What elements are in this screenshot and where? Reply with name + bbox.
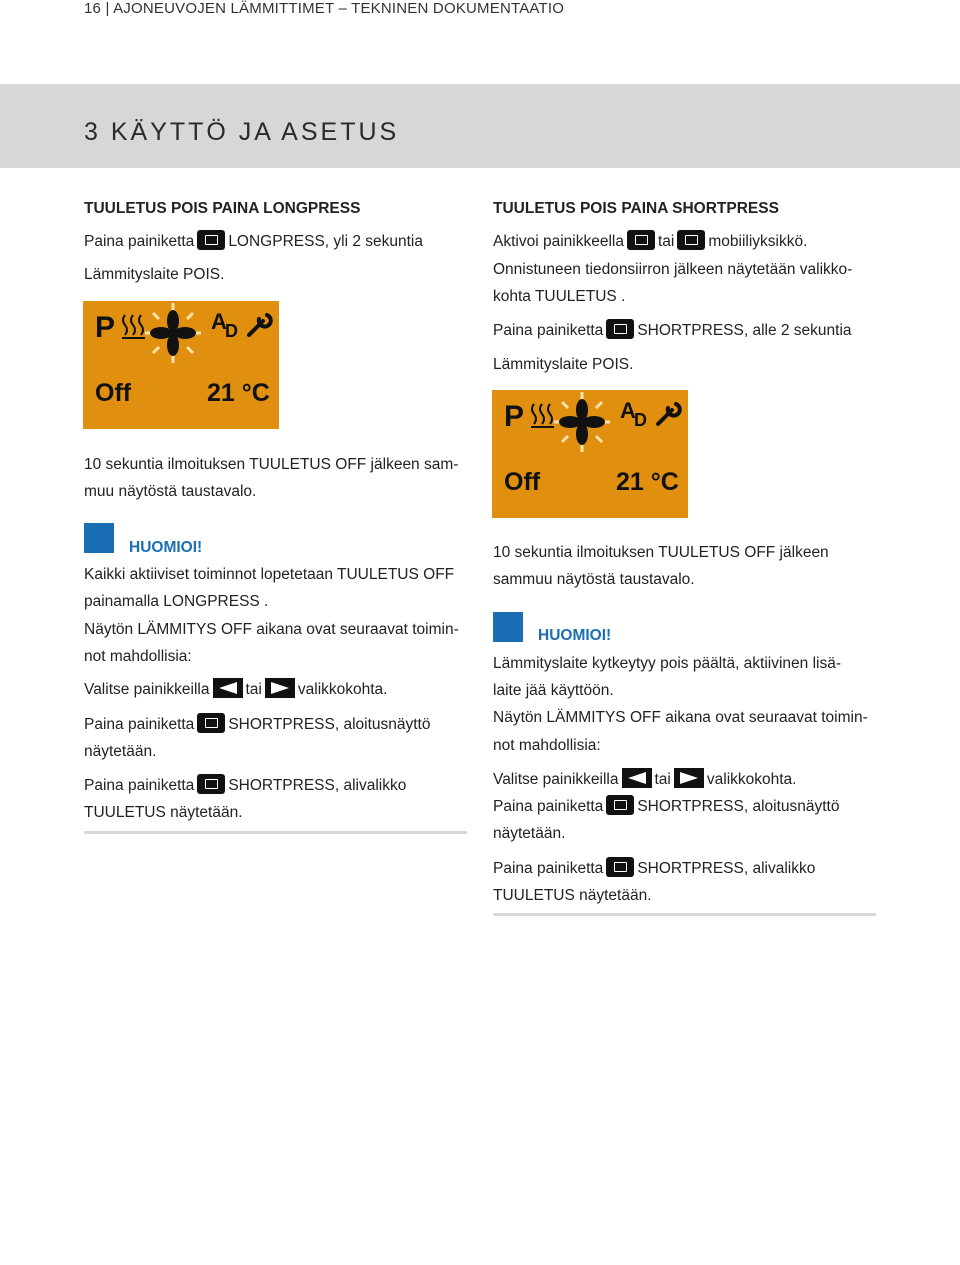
- display-temp-text: 21 °C: [616, 468, 679, 496]
- left-short-line-1: Paina painiketta SHORTPRESS, aloitusnäyttö: [84, 712, 430, 738]
- section-title: 3 KÄYTTÖ JA ASETUS: [84, 118, 400, 146]
- note-marker: [493, 612, 523, 642]
- left-info-2: painamalla LONGPRESS .: [84, 593, 269, 610]
- right-select-line: Valitse painikkeilla tai valikkokohta.: [493, 767, 796, 793]
- right-arrow-button-icon: [674, 768, 704, 788]
- left-info-1: Kaikki aktiiviset toiminnot lopetetaan TUULETUS OFF: [84, 566, 455, 583]
- ok-button-icon: [606, 319, 634, 339]
- display-symbols: [492, 390, 688, 518]
- right-short-line-2: näytetään.: [493, 825, 566, 842]
- right-note-1: 10 sekuntia ilmoituksen TUULETUS OFF jälkeen: [493, 544, 829, 561]
- right-info-2: laite jää käyttöön.: [493, 682, 614, 699]
- svg-text:D: D: [634, 410, 647, 430]
- ok-button-icon: [677, 230, 705, 250]
- ok-button-icon: [197, 774, 225, 794]
- right-step-1: Aktivoi painikkeella tai mobiiliyksikkö.: [493, 229, 807, 255]
- right-arrow-button-icon: [265, 678, 295, 698]
- divider: [84, 831, 467, 834]
- ok-button-icon: [197, 713, 225, 733]
- right-sub-line-2: TUULETUS näytetään.: [493, 887, 652, 904]
- display-off-text: Off: [504, 468, 541, 496]
- right-step-5: Lämmityslaite POIS.: [493, 356, 634, 373]
- left-short-line-2: näytetään.: [84, 743, 157, 760]
- right-info-3: Näytön LÄMMITYS OFF aikana ovat seuraavat toimin-: [493, 709, 868, 726]
- section-band: [0, 84, 960, 168]
- right-short-line-1: Paina painiketta SHORTPRESS, aloitusnäyttö: [493, 794, 839, 820]
- svg-text:A: A: [211, 309, 227, 334]
- ok-button-icon: [606, 857, 634, 877]
- right-info-1: Lämmityslaite kytkeytyy pois päältä, aktiivinen lisä-: [493, 655, 842, 672]
- left-arrow-button-icon: [213, 678, 243, 698]
- heat-waves-icon: [531, 404, 554, 427]
- right-heading: TUULETUS POIS PAINA SHORTPRESS: [493, 200, 779, 217]
- right-note-2: sammuu näytöstä taustavalo.: [493, 571, 695, 588]
- left-note-2: muu näytöstä taustavalo.: [84, 483, 257, 500]
- right-sub-line-1: Paina painiketta SHORTPRESS, alivalikko: [493, 856, 815, 882]
- ok-button-icon: [606, 795, 634, 815]
- left-sub-line-2: TUULETUS näytetään.: [84, 804, 243, 821]
- heater-display-right: [492, 390, 688, 518]
- right-note-title: HUOMIOI!: [538, 627, 612, 644]
- left-note-1: 10 sekuntia ilmoituksen TUULETUS OFF jälkeen sam-: [84, 456, 459, 473]
- left-heading: TUULETUS POIS PAINA LONGPRESS: [84, 200, 361, 217]
- auto-display-icon: [211, 309, 238, 341]
- right-step-4: Paina painiketta SHORTPRESS, alle 2 sekuntia: [493, 318, 852, 344]
- left-arrow-button-icon: [622, 768, 652, 788]
- left-note-title: HUOMIOI!: [129, 539, 203, 556]
- heater-display-left: [83, 301, 279, 429]
- left-step-2: Lämmityslaite POIS.: [84, 266, 225, 283]
- display-symbols: [83, 301, 279, 429]
- left-info-4: not mahdollisia:: [84, 648, 192, 665]
- right-info-4: not mahdollisia:: [493, 737, 601, 754]
- fan-icon: [554, 392, 610, 452]
- right-step-3: kohta TUULETUS .: [493, 288, 626, 305]
- right-step-2: Onnistuneen tiedonsiirron jälkeen näytetään valikko-: [493, 261, 853, 278]
- page-header: 16 | AJONEUVOJEN LÄMMITTIMET – TEKNINEN DOKUMENTAATIO: [84, 0, 565, 17]
- svg-text:A: A: [620, 398, 636, 423]
- left-select-line: Valitse painikkeilla tai valikkokohta.: [84, 677, 387, 703]
- parking-heater-icon: P: [95, 311, 116, 344]
- fan-icon: [145, 303, 201, 363]
- auto-display-icon: [620, 398, 647, 430]
- display-off-text: Off: [95, 379, 132, 407]
- left-info-3: Näytön LÄMMITYS OFF aikana ovat seuraavat toimin-: [84, 621, 459, 638]
- heat-waves-icon: [122, 315, 145, 338]
- display-temp-text: 21 °C: [207, 379, 270, 407]
- svg-text:D: D: [225, 321, 238, 341]
- left-sub-line-1: Paina painiketta SHORTPRESS, alivalikko: [84, 773, 406, 799]
- divider: [493, 913, 876, 916]
- parking-heater-icon: P: [504, 400, 525, 433]
- ok-button-icon: [197, 230, 225, 250]
- wrench-icon: [658, 404, 680, 424]
- wrench-icon: [249, 315, 271, 335]
- ok-button-icon: [627, 230, 655, 250]
- note-marker: [84, 523, 114, 553]
- left-step-1: Paina painiketta LONGPRESS, yli 2 sekuntia: [84, 229, 423, 255]
